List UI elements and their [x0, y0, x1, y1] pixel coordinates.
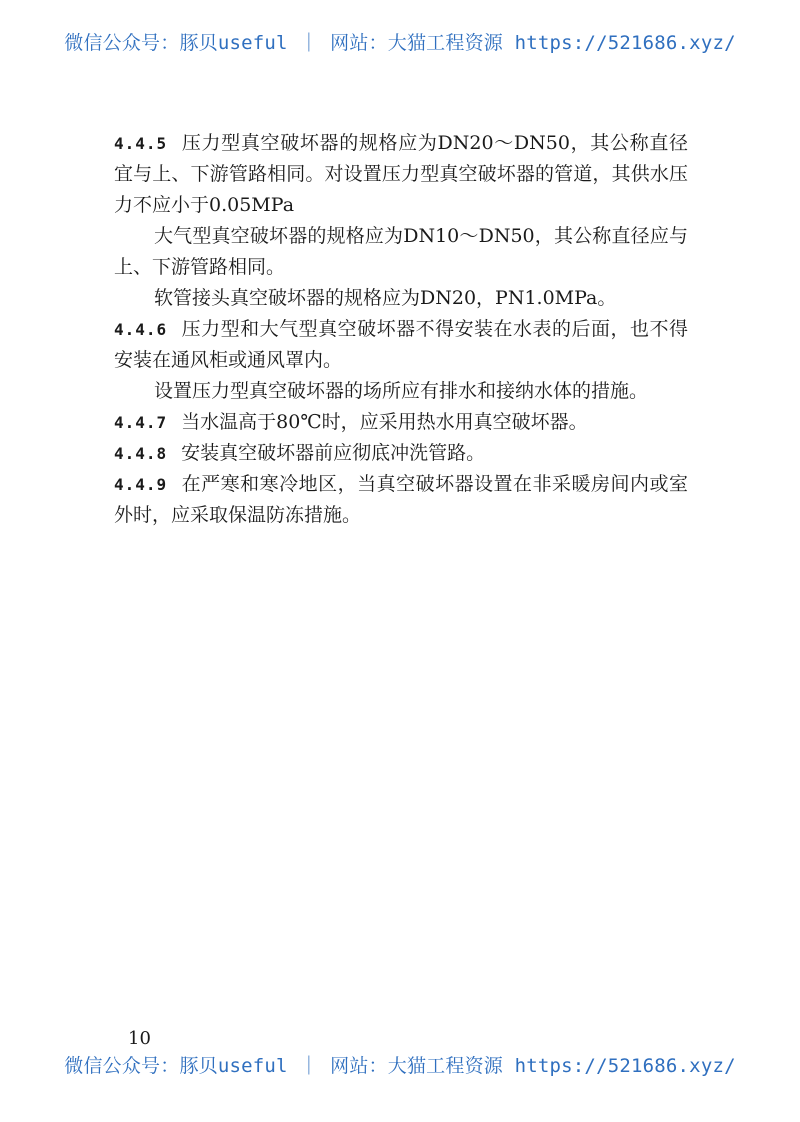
clause-4-4-5 — [114, 128, 688, 221]
footer-watermark: 微信公众号：豚贝useful ｜ 网站：大猫工程资源 https://521686.xyz/ — [64, 1055, 736, 1077]
clause-text: 设置压力型真空破坏器的场所应有排水和接纳水体的措施。 — [154, 380, 649, 402]
clause-text: 在严寒和寒冷地区，当真空破坏器设置在非采暖房间内或室外时，应采取保温防冻措施。 — [114, 473, 688, 526]
clause-text: 安装真空破坏器前应彻底冲洗管路。 — [181, 442, 486, 464]
clause-4-4-9 — [114, 469, 688, 531]
document-body — [114, 128, 688, 531]
clause-4-4-7 — [114, 407, 688, 438]
clause-4-4-6 — [114, 314, 688, 376]
clause-number: 4.4.9 — [114, 475, 168, 494]
page-number: 10 — [128, 1028, 151, 1049]
clause-text: 当水温高于80℃时，应采用热水用真空破坏器。 — [181, 411, 588, 433]
clause-number: 4.4.5 — [114, 134, 168, 153]
clause-text: 压力型和大气型真空破坏器不得安装在水表的后面，也不得安装在通风柜或通风罩内。 — [114, 318, 688, 371]
clause-text: 软管接头真空破坏器的规格应为DN20，PN1.0MPa。 — [154, 287, 617, 309]
clause-4-4-5-para-2 — [114, 221, 688, 283]
clause-number: 4.4.7 — [114, 413, 168, 432]
clause-4-4-5-para-3 — [114, 283, 688, 314]
clause-text: 大气型真空破坏器的规格应为DN10～DN50，其公称直径应与上、下游管路相同。 — [114, 225, 688, 278]
clause-4-4-6-para-2 — [114, 376, 688, 407]
clause-number: 4.4.6 — [114, 320, 168, 339]
clause-4-4-8 — [114, 438, 688, 469]
clause-number: 4.4.8 — [114, 444, 168, 463]
clause-text: 压力型真空破坏器的规格应为DN20～DN50，其公称直径宜与上、下游管路相同。对设置压力型真空破坏器的管道，其供水压力不应小于0.05MPa — [114, 132, 688, 216]
header-watermark: 微信公众号：豚贝useful ｜ 网站：大猫工程资源 https://521686.xyz/ — [64, 32, 736, 54]
